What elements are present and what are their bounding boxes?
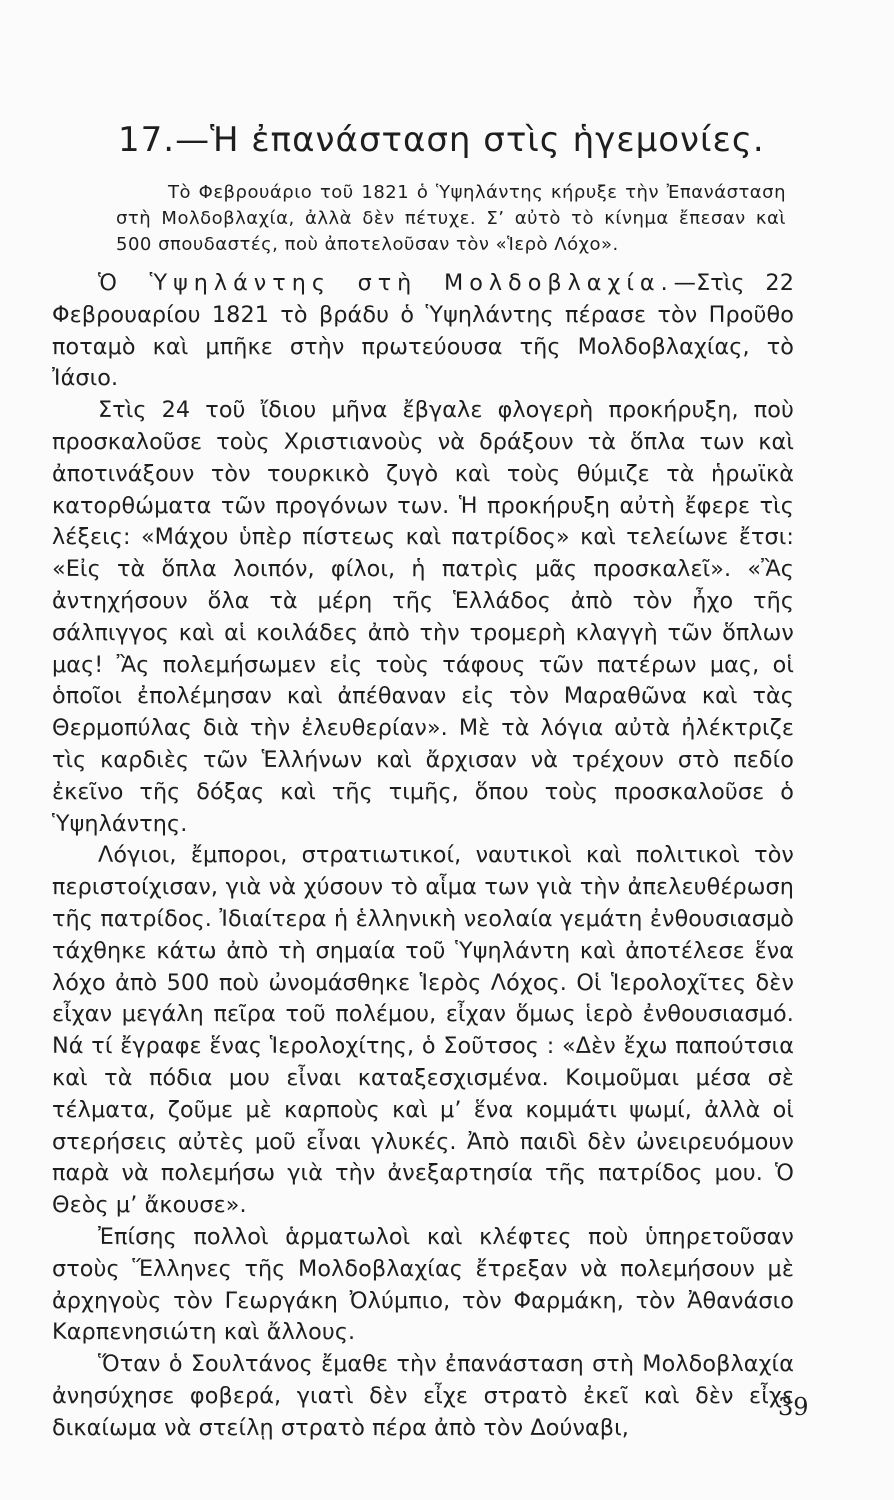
paragraph-5: Ὅταν ὁ Σουλτάνος ἔμαθε τὴν ἐπανάσταση στὴ Μολδοβλαχία ἀνησύχησε φοβερά, γιατὶ δὲν εἶχε στρατὸ ἐκεῖ καὶ δὲν εἶχε δικαίωμα νὰ στείλῃ στρατὸ πέρα ἀπὸ τὸν Δούναβι, <box>52 1351 794 1441</box>
chapter-title: 17.—Ἡ ἐπανάσταση στὶς ἡγεμονίες. <box>118 120 765 160</box>
heading-dash: — <box>673 270 697 296</box>
chapter-summary: Τὸ Φεβρουάριο τοῦ 1821 ὁ Ὑψηλάντης κήρυξε τὴν Ἐπανάσταση στὴ Μολδοβλαχία, ἀλλὰ δὲν πέτυχε. Σ’ αὐτὸ τὸ κίνημα ἔπεσαν καὶ 500 σπουδαστές, ποὺ ἀποτελοῦσαν τὸν «Ἱερὸ Λόχο». <box>116 182 786 255</box>
paragraph-3: Λόγιοι, ἔμποροι, στρατιωτικοί, ναυτικοὶ καὶ πολιτικοὶ τὸν περιστοίχισαν, γιὰ νὰ χύσουν τὸ αἷμα των γιὰ τὴν ἀπελευθέρωση τῆς πατρίδος. Ἰδιαίτερα ἡ ἑλληνικὴ νεολαία γεμάτη ἐνθουσιασμὸ τάχθηκε κάτω ἀπὸ τὴ σημαία τοῦ Ὑψηλάντη καὶ ἀποτέλεσε ἕνα λόχο ἀπὸ 500 ποὺ ὠνομάσθηκε Ἱερὸς Λόχος. Οἱ Ἱερολοχῖτες δὲν εἶχαν μεγάλη πεῖρα τοῦ πολέμου, εἶχαν ὅμως ἱερὸ ἐνθουσιασμό. Νά τί ἔγραφε ἕνας Ἱερολοχίτης, ὁ Σοῦτσος : «Δὲν ἔχω παπούτσια καὶ τὰ πόδια μου εἶναι καταξεσχισμένα. Κοιμοῦμαι μέσα σὲ τέλματα, ζοῦμε μὲ καρποὺς καὶ μ’ ἕνα κομμάτι ψωμί, ἀλλὰ οἱ στερήσεις αὐτὲς μοῦ εἶναι γλυκές. Ἀπὸ παιδὶ δὲν ὠνειρευόμουν παρὰ νὰ πολεμήσω γιὰ τὴν ἀνεξαρτησία τῆς πατρίδος μου. Ὁ Θεὸς μ’ ἄκουσε». <box>52 842 794 1219</box>
paragraph-1-text: Στὶς 22 Φεβρουαρίου 1821 τὸ βράδυ ὁ Ὑψηλάντης πέρασε τὸν Προῦθο ποταμὸ καὶ μπῆκε στὴν πρωτεύουσα τῆς Μολδοβλαχίας, τὸ Ἰάσιο. <box>52 270 794 392</box>
section-heading: Ὁ Ὑψηλάντης στὴ Μολδοβλαχία. <box>98 270 674 296</box>
paragraph-2: Στὶς 24 τοῦ ἴδιου μῆνα ἔβγαλε φλογερὴ προκήρυξη, ποὺ προσκαλοῦσε τοὺς Χριστιανοὺς νὰ δράξουν τὰ ὅπλα των καὶ ἀποτινάξουν τὸν τουρκικὸ ζυγὸ καὶ τοὺς θύμιζε τὰ ἡρωϊκὰ κατορθώματα τῶν προγόνων των. Ἡ προκήρυξη αὐτὴ ἔφερε τὶς λέξεις: «Μάχου ὑπὲρ πίστεως καὶ πατρίδος» καὶ τελείωνε ἔτσι: «Εἰς τὰ ὅπλα λοιπόν, φίλοι, ἡ πατρὶς μᾶς προσκαλεῖ». «Ἂς ἀντηχήσουν ὅλα τὰ μέρη τῆς Ἑλλάδος ἀπὸ τὸν ἦχο τῆς σάλπιγγος καὶ αἱ κοιλάδες ἀπὸ τὴν τρομερὴ κλαγγὴ τῶν ὅπλων μας! Ἂς πολεμήσωμεν εἰς τοὺς τάφους τῶν πατέρων μας, οἱ ὁποῖοι ἐπολέμησαν καὶ ἀπέθαναν εἰς τὸν Μαραθῶνα καὶ τὰς Θερμοπύλας διὰ τὴν ἐλευθερίαν». Μὲ τὰ λόγια αὐτὰ ἠλέκτριζε τὶς καρδιὲς τῶν Ἑλλήνων καὶ ἄρχισαν νὰ τρέχουν στὸ πεδίο ἐκεῖνο τῆς δόξας καὶ τῆς τιμῆς, ὅπου τοὺς προσκαλοῦσε ὁ Ὑψηλάντης. <box>52 397 794 837</box>
paragraph-1 <box>52 268 794 395</box>
paragraph-4: Ἐπίσης πολλοὶ ἁρματωλοὶ καὶ κλέφτες ποὺ ὑπηρετοῦσαν στοὺς Ἕλληνες τῆς Μολδοβλαχίας ἔτρεξαν νὰ πολεμήσουν μὲ ἀρχηγοὺς τὸν Γεωργάκη Ὀλύμπιο, τὸν Φαρμάκη, τὸν Ἀθανάσιο Καρπενησιώτη καὶ ἄλλους. <box>52 1223 794 1346</box>
page-number: 39 <box>778 1393 809 1421</box>
body-text <box>52 268 794 1444</box>
